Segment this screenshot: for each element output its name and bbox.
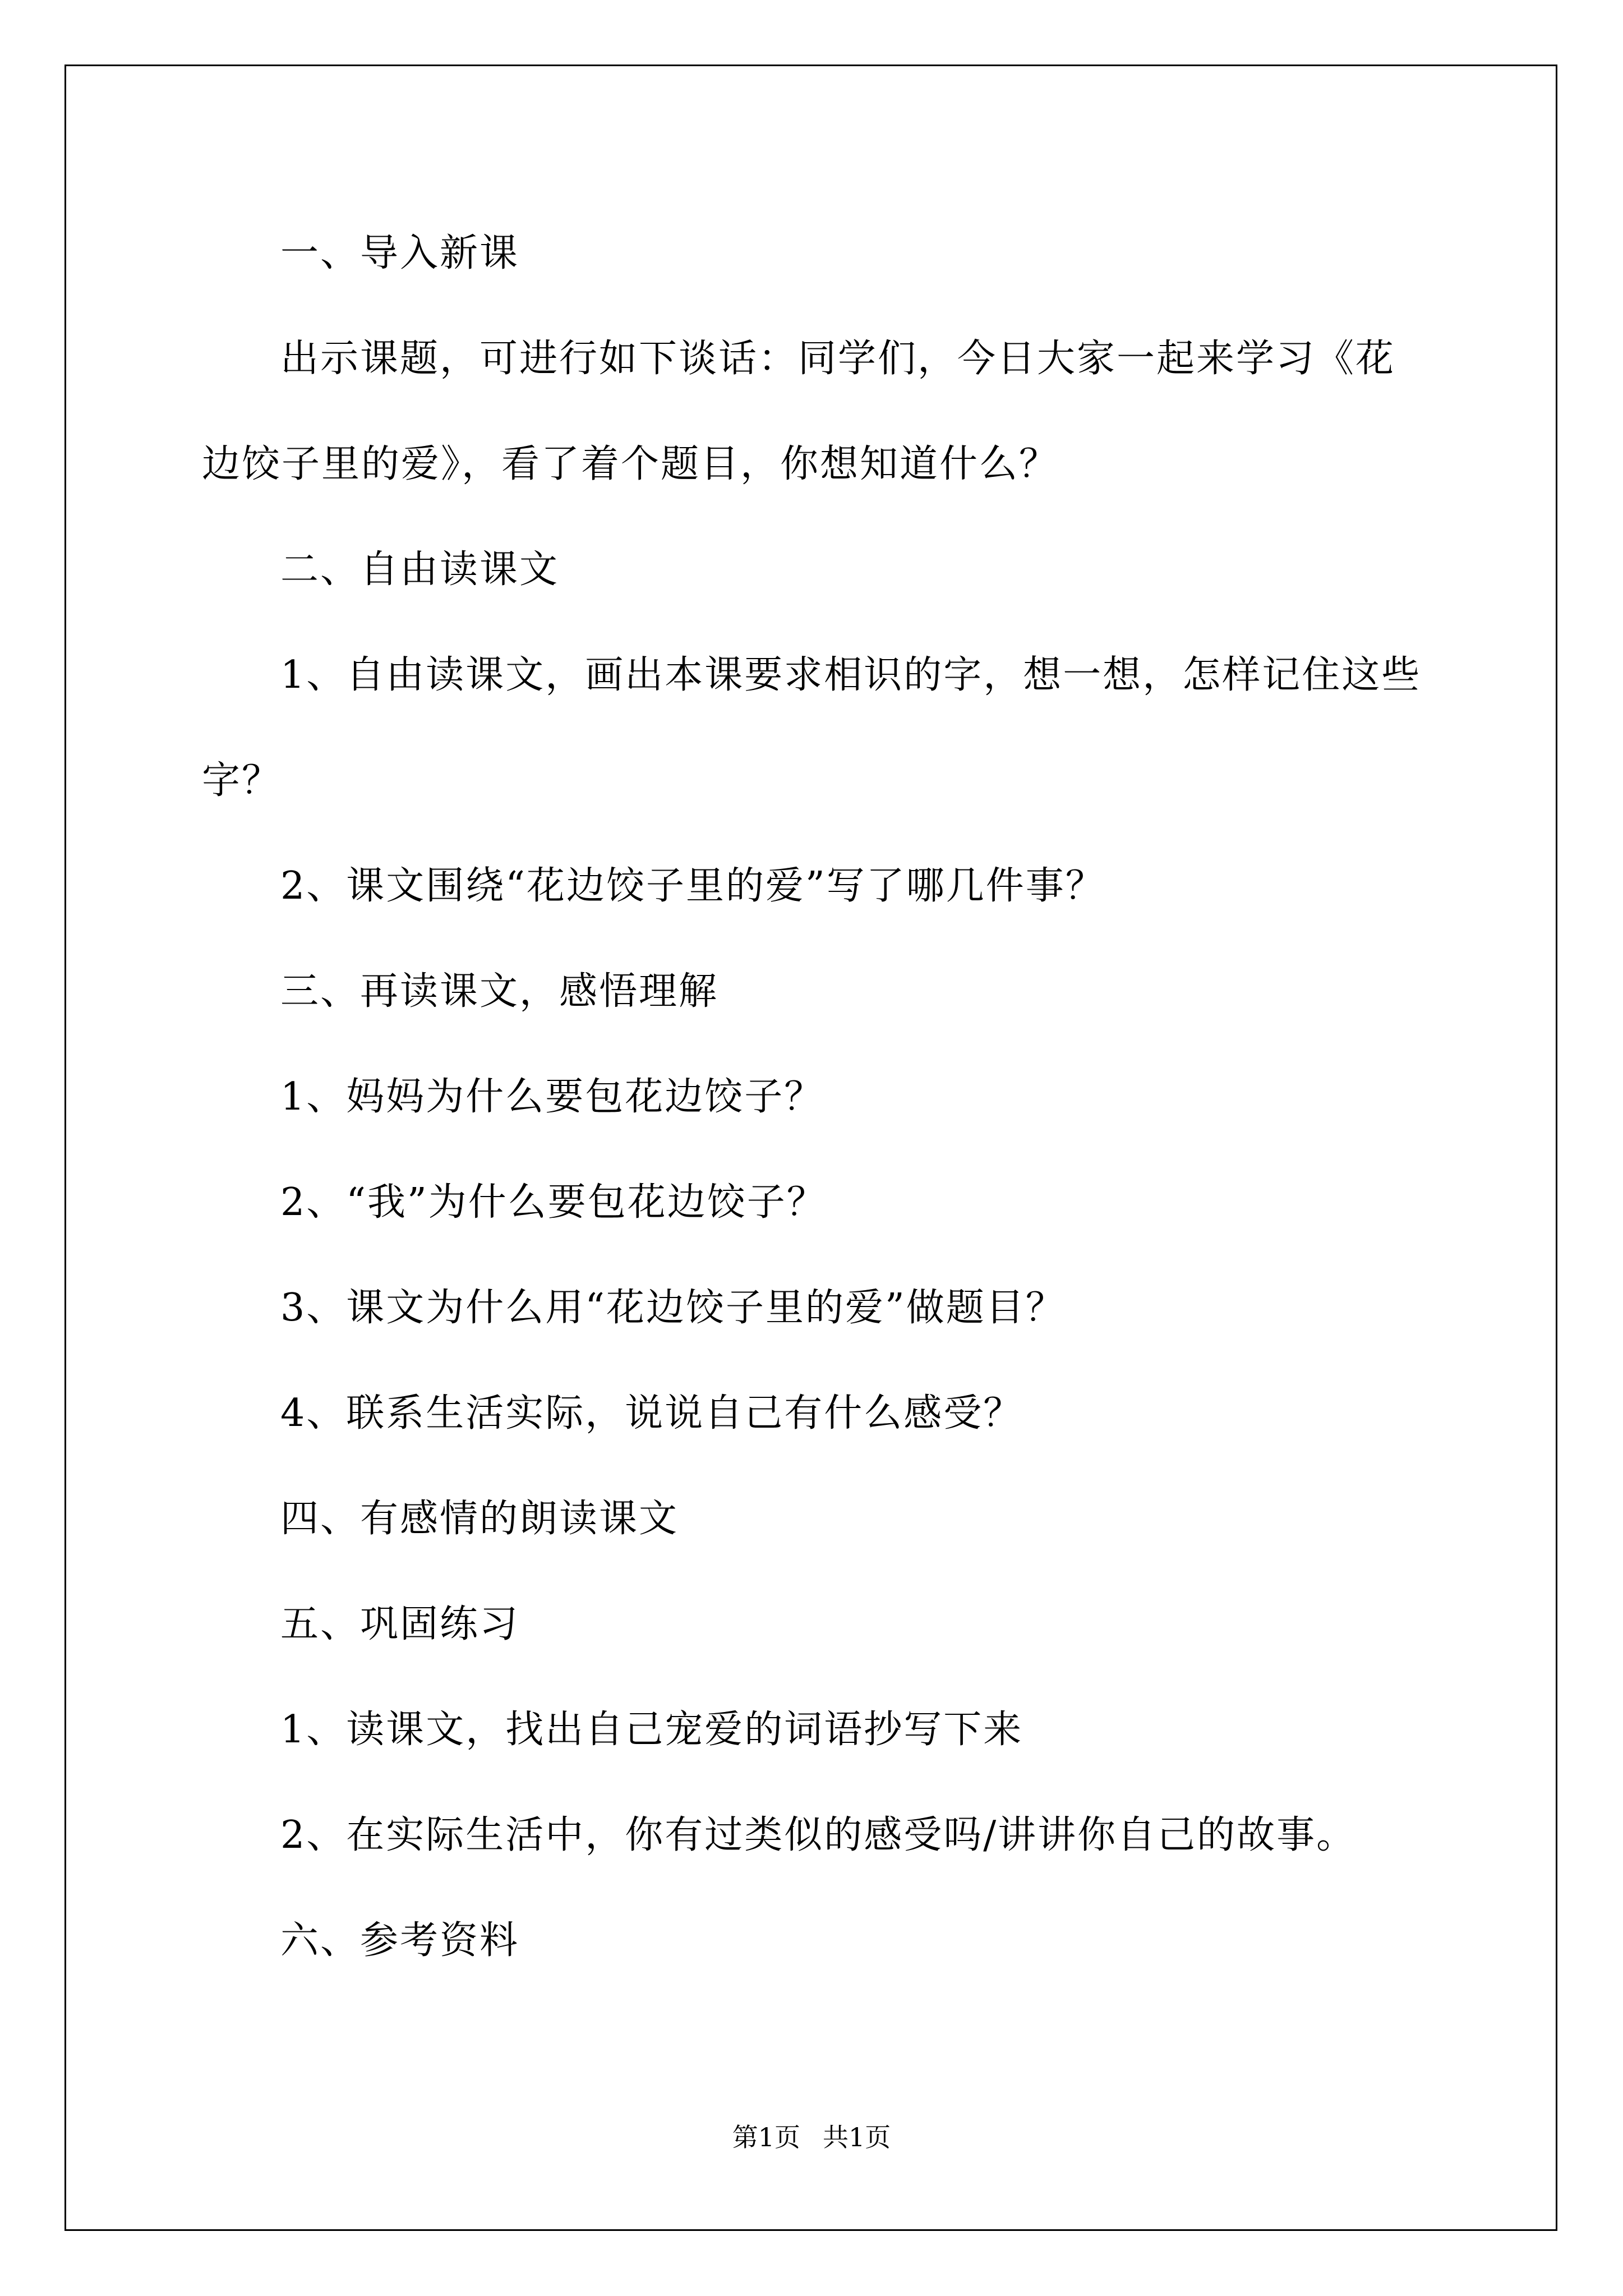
paragraph-line: 字？ — [202, 758, 282, 803]
page-number-current: 第1页 — [732, 2122, 800, 2152]
page-border — [64, 65, 1557, 2231]
section-heading-2: 二、自由读课文 — [280, 547, 560, 592]
paragraph-line: 1、自由读课文，画出本课要求相识的字，想一想，怎样记住这些 — [280, 653, 1422, 697]
paragraph-line: 4、联系生活实际，说说自己有什么感受？ — [280, 1391, 1023, 1435]
paragraph-line: 2、在实际生活中，你有过类似的感受吗/讲讲你自己的故事。 — [280, 1813, 1357, 1857]
paragraph-line: 1、妈妈为什么要包花边饺子？ — [280, 1075, 824, 1119]
page-footer — [0, 2120, 1623, 2154]
section-heading-4: 四、有感情的朗读课文 — [280, 1497, 679, 1541]
paragraph-line: 3、课文为什么用“花边饺子里的爱”做题目？ — [280, 1286, 1066, 1330]
section-heading-3: 三、再读课文，感悟理解 — [280, 969, 719, 1014]
section-heading-6: 六、参考资料 — [280, 1918, 520, 1963]
page-number-total: 共1页 — [823, 2122, 891, 2152]
paragraph-line: 边饺子里的爱》，看了着个题目，你想知道什么？ — [202, 442, 1059, 486]
paragraph-line: 2、“我”为什么要包花边饺子？ — [280, 1180, 827, 1225]
paragraph-line: 2、课文围绕“花边饺子里的爱”写了哪几件事？ — [280, 864, 1105, 908]
paragraph-line: 出示课题，可进行如下谈话：同学们，今日大家一起来学习《花 — [280, 337, 1396, 381]
section-heading-1: 一、导入新课 — [280, 231, 520, 275]
section-heading-5: 五、巩固练习 — [280, 1602, 520, 1646]
paragraph-line: 1、读课文，找出自己宠爱的词语抄写下来 — [280, 1708, 1023, 1752]
